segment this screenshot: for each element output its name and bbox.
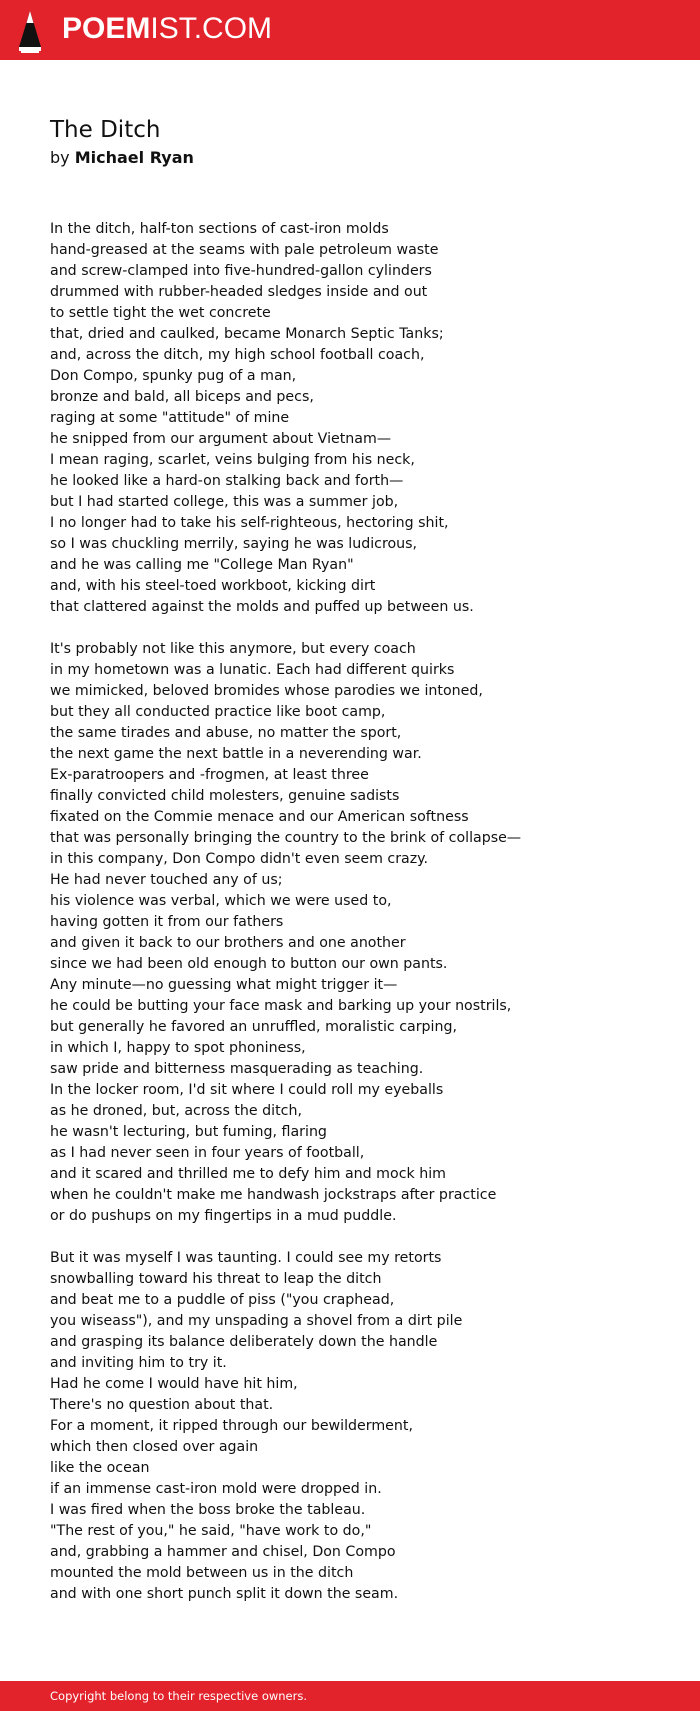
poem-line: the next game the next battle in a neverending war.	[50, 746, 422, 762]
poem-line: saw pride and bitterness masquerading as teaching.	[50, 1061, 424, 1077]
poem-line: mounted the mold between us in the ditch	[50, 1565, 354, 1581]
poem-line: which then closed over again	[50, 1439, 259, 1455]
author-name[interactable]: Michael Ryan	[74, 148, 194, 167]
poem-line: that, dried and caulked, became Monarch Septic Tanks;	[50, 326, 444, 342]
poem-line: and screw-clamped into five-hundred-gallon cylinders	[50, 263, 432, 279]
poem-line: he wasn't lecturing, but fuming, flaring	[50, 1124, 327, 1140]
poem-line: Don Compo, spunky pug of a man,	[50, 368, 297, 384]
poem-line: as he droned, but, across the ditch,	[50, 1103, 302, 1119]
poem-line: to settle tight the wet concrete	[50, 305, 271, 321]
poem-line: and inviting him to try it.	[50, 1355, 227, 1371]
poem-line: fixated on the Commie menace and our American softness	[50, 809, 469, 825]
stanza	[50, 639, 521, 1227]
poem-line: having gotten it from our fathers	[50, 914, 284, 930]
poem-line: and, with his steel-toed workboot, kicking dirt	[50, 578, 376, 594]
poem-line: when he couldn't make me handwash jockstraps after practice	[50, 1187, 497, 1203]
poem-line: I was fired when the boss broke the tableau.	[50, 1502, 366, 1518]
copyright-text: Copyright belong to their respective owners.	[50, 1689, 308, 1703]
poem-line: bronze and bald, all biceps and pecs,	[50, 389, 314, 405]
poem-line: hand-greased at the seams with pale petroleum waste	[50, 242, 439, 258]
poem-line: that clattered against the molds and puffed up between us.	[50, 599, 474, 615]
poem-line: but they all conducted practice like boot camp,	[50, 704, 386, 720]
stanza	[50, 219, 521, 618]
poem-line: he snipped from our argument about Vietnam—	[50, 431, 392, 447]
poem-line: But it was myself I was taunting. I could see my retorts	[50, 1250, 442, 1266]
poem-line: snowballing toward his threat to leap the ditch	[50, 1271, 382, 1287]
poem-line: but I had started college, this was a summer job,	[50, 494, 399, 510]
poem-line: and with one short punch split it down the seam.	[50, 1586, 399, 1602]
poem-line: For a moment, it ripped through our bewilderment,	[50, 1418, 413, 1434]
logo-rest-text: IST.COM	[150, 12, 273, 45]
by-label: by	[50, 148, 70, 167]
poem-line: the same tirades and abuse, no matter the sport,	[50, 725, 402, 741]
site-logo[interactable]	[62, 11, 272, 47]
poem-line: finally convicted child molesters, genuine sadists	[50, 788, 400, 804]
poem-line: you wiseass"), and my unspading a shovel from a dirt pile	[50, 1313, 463, 1329]
poem-line: He had never touched any of us;	[50, 872, 283, 888]
poem-line: It's probably not like this anymore, but every coach	[50, 641, 416, 657]
poem-line: and, across the ditch, my high school football coach,	[50, 347, 425, 363]
poem-line: that was personally bringing the country to the brink of collapse—	[50, 830, 522, 846]
poem-line: There's no question about that.	[50, 1397, 274, 1413]
poem-line: drummed with rubber-headed sledges inside and out	[50, 284, 428, 300]
poem-title: The Ditch	[50, 117, 161, 143]
poem-line: I no longer had to take his self-righteous, hectoring shit,	[50, 515, 449, 531]
poem-line: if an immense cast-iron mold were dropped in.	[50, 1481, 382, 1497]
poem-line: since we had been old enough to button our own pants.	[50, 956, 448, 972]
poem-line: Ex-paratroopers and -frogmen, at least three	[50, 767, 369, 783]
poem-line: like the ocean	[50, 1460, 150, 1476]
poem-line: he looked like a hard-on stalking back and forth—	[50, 473, 404, 489]
poem-line: and he was calling me "College Man Ryan"	[50, 557, 354, 573]
poem-line: in this company, Don Compo didn't even seem crazy.	[50, 851, 429, 867]
poem-body	[50, 219, 521, 1626]
stanza	[50, 1248, 521, 1605]
poem-line: so I was chuckling merrily, saying he was ludicrous,	[50, 536, 418, 552]
poem-line: and beat me to a puddle of piss ("you craphead,	[50, 1292, 395, 1308]
poem-line: "The rest of you," he said, "have work to do,"	[50, 1523, 372, 1539]
poem-line: Any minute—no guessing what might trigger it—	[50, 977, 398, 993]
poem-line: and grasping its balance deliberately down the handle	[50, 1334, 438, 1350]
poem-line: his violence was verbal, which we were used to,	[50, 893, 392, 909]
byline	[50, 148, 194, 168]
poem-line: and it scared and thrilled me to defy him and mock him	[50, 1166, 446, 1182]
site-header	[0, 0, 700, 60]
poem-line: as I had never seen in four years of football,	[50, 1145, 365, 1161]
poem-line: he could be butting your face mask and barking up your nostrils,	[50, 998, 512, 1014]
poem-line: Had he come I would have hit him,	[50, 1376, 298, 1392]
poem-line: but generally he favored an unruffled, moralistic carping,	[50, 1019, 457, 1035]
poem-line: in which I, happy to spot phoniness,	[50, 1040, 306, 1056]
pencil-tip-icon[interactable]	[18, 9, 42, 53]
poem-line: and, grabbing a hammer and chisel, Don Compo	[50, 1544, 396, 1560]
poem-line: we mimicked, beloved bromides whose parodies we intoned,	[50, 683, 483, 699]
site-footer	[0, 1681, 700, 1711]
poem-line: In the locker room, I'd sit where I could roll my eyeballs	[50, 1082, 444, 1098]
poem-line: raging at some "attitude" of mine	[50, 410, 290, 426]
logo-bold-text: POEM	[62, 12, 151, 45]
poem-line: In the ditch, half-ton sections of cast-iron molds	[50, 221, 389, 237]
poem-line: or do pushups on my fingertips in a mud puddle.	[50, 1208, 397, 1224]
poem-line: I mean raging, scarlet, veins bulging from his neck,	[50, 452, 415, 468]
poem-line: in my hometown was a lunatic. Each had different quirks	[50, 662, 455, 678]
poem-line: and given it back to our brothers and one another	[50, 935, 406, 951]
